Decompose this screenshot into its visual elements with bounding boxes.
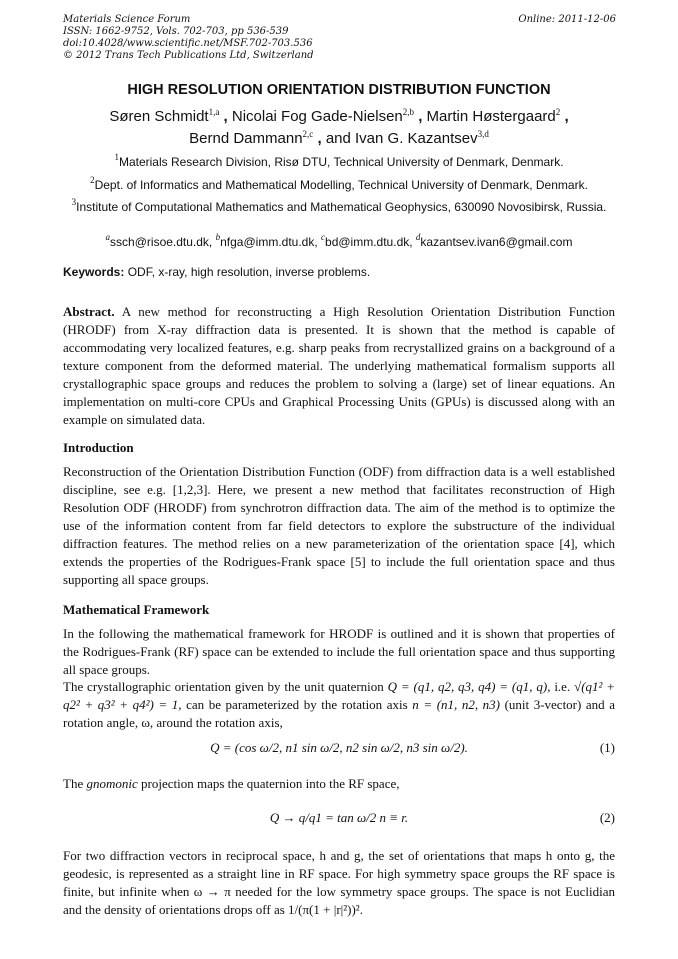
author-sup: 3,d: [477, 129, 489, 139]
p3-text-a: The: [63, 776, 84, 791]
affiliation-3: [63, 199, 615, 216]
axis-expression: n = (n1, n2, n3): [412, 697, 500, 712]
author-list: Søren Schmidt$^{1,a}$ , Nicolai Fog Gade-Nielsen$^{2,b}$ , Martin Høstergaard$^2$ , Bernd Dammann$^{2,c}$ , and Ivan G. Kazantsev$^{3,d}$: [109, 107, 569, 147]
doi-line: doi:10.4028/www.scientific.net/MSF.702-703.536: [63, 38, 313, 49]
framework-paragraph-4: For two diffraction vectors in reciprocal space, h and g, the set of orientations that maps h onto g, the geodesic, is represented as a straight line in RF space. For high symmetry space groups the RF space is finite, but infinite when ω → π needed for the low symmetry space groups. The space is not Euclidian and the density of orientations drops off as 1/(π(1 + |r|²))².: [63, 848, 615, 917]
email-sup: a: [105, 232, 111, 242]
framework-paragraph-2: [63, 678, 615, 732]
keywords-text: ODF, x-ray, high resolution, inverse problems.: [127, 265, 371, 279]
p2-text-c: (unit 3-vector) and a rotation angle, ω, around the rotation axis,: [63, 697, 616, 730]
affiliation-text: Institute of Computational Mathematics and Mathematical Geophysics, 630090 Novosibirsk, Russia.: [76, 200, 607, 214]
email-link[interactable]: ssch@risoe.dtu.dk,: [110, 235, 213, 249]
p3-text-b: projection maps the quaternion into the RF space,: [141, 776, 400, 791]
affiliation-1: [63, 154, 615, 171]
author-sup: 2,c: [302, 129, 314, 139]
affiliation-sup: 1: [114, 152, 119, 162]
keywords-label: Keywords:: [63, 265, 125, 279]
author-name: Bernd Dammann: [189, 130, 303, 147]
p2-ie: i.e.: [554, 679, 571, 694]
quaternion-expression: Q = (q1, q2, q3, q4) = (q1, q),: [387, 679, 551, 694]
p2-text-b: can be parameterized by the rotation axis: [186, 697, 408, 712]
keywords: [63, 265, 370, 279]
framework-paragraph-3: [63, 775, 615, 793]
equation-1-number: (1): [599, 740, 615, 755]
journal-header: [63, 14, 314, 62]
email-link[interactable]: bd@imm.dtu.dk,: [325, 235, 413, 249]
copyright-line: © 2012 Trans Tech Publications Ltd, Switzerland: [63, 50, 314, 61]
equation-2: [63, 808, 615, 838]
email-link[interactable]: kazantsev.ivan6@gmail.com: [420, 235, 573, 249]
author-conjunction: and: [325, 130, 351, 147]
email-list: [63, 232, 615, 249]
norm-expression: √(q1² + q2² + q3² + q4²) = 1,: [63, 679, 616, 712]
framework-paragraph-1: In the following the mathematical framework for HRODF is outlined and it is shown that properties of the Rodrigues-Frank (RF) space can be extended to include the full orientation space and thus supporting all space groups.: [63, 626, 615, 677]
issn-line: ISSN: 1662-9752, Vols. 702-703, pp 536-539: [63, 26, 289, 37]
affiliation-2: [63, 177, 615, 194]
affiliation-sup: 3: [71, 197, 77, 207]
affiliation-text: Dept. of Informatics and Mathematical Modelling, Technical University of Denmark, Denmark.: [94, 178, 588, 192]
author-sup: 2,b: [402, 107, 415, 117]
equation-1: [63, 738, 615, 768]
abstract-label: Abstract.: [63, 304, 115, 319]
author-sup: 1,a: [208, 107, 220, 117]
gnomonic-term: gnomonic: [86, 776, 138, 791]
paper-title: HIGH RESOLUTION ORIENTATION DISTRIBUTION FUNCTION: [127, 82, 551, 98]
equation-2-body: Q → q/q1 = tan ω/2 n ≡ r.: [269, 810, 409, 825]
author-name: Søren Schmidt: [109, 108, 209, 125]
framework-heading: Mathematical Framework: [63, 602, 210, 617]
affiliation-sup: 2: [90, 175, 95, 185]
author-name: Ivan G. Kazantsev: [355, 130, 478, 147]
author-name: Nicolai Fog Gade-Nielsen: [231, 108, 403, 125]
abstract-text: A new method for reconstructing a High Resolution Orientation Distribution Function (HRODF) from X-ray diffraction data is presented. It is shown that the method is capable of accommodating very localized features, e.g. sharp peaks from recrystallized grains on a background of a texture component from the deformed material. The underlying mathematical formalism supports all crystallographic space groups and reduces the problem to solving a (large) set of linear equations. An implementation on multi-core CPUs and Graphical Processing Units (GPUs) is discussed along with an example on simulated data.: [63, 304, 615, 427]
email-sup: b: [215, 232, 221, 242]
introduction-text: Reconstruction of the Orientation Distribution Function (ODF) from diffraction data is a well established discipline, see e.g. [1,2,3]. Here, we present a new method that facilitates reconstruction of High Resolution ODF (HRODF) from synchrotron diffraction data. The aim of the method is to optimize the use of the information content from far field detectors to explore the substructure of the individual diffraction features. The method relies on a new parameterization of the orientation space [4], which extends the properties of the Rodrigues-Frank space [5] to include the full orientation space and thus supporting all space groups.: [63, 464, 615, 587]
email-sup: c: [321, 232, 326, 242]
author-name: Martin Høstergaard: [426, 108, 556, 125]
affiliation-text: Materials Research Division, Risø DTU, Technical University of Denmark, Denmark.: [118, 155, 564, 169]
abstract: [63, 303, 615, 429]
email-sup: d: [415, 232, 421, 242]
online-date: Online: 2011-12-06: [518, 14, 616, 25]
equation-2-number: (2): [599, 810, 615, 825]
introduction-heading: Introduction: [63, 440, 134, 455]
email-link[interactable]: nfga@imm.dtu.dk,: [220, 235, 318, 249]
author-sup: 2: [555, 107, 561, 117]
p2-text-a: The crystallographic orientation given by the unit quaternion: [63, 679, 384, 694]
equation-1-body: Q = (cos ω/2, n1 sin ω/2, n2 sin ω/2, n3 sin ω/2).: [210, 740, 468, 755]
journal-name: Materials Science Forum: [63, 14, 191, 25]
